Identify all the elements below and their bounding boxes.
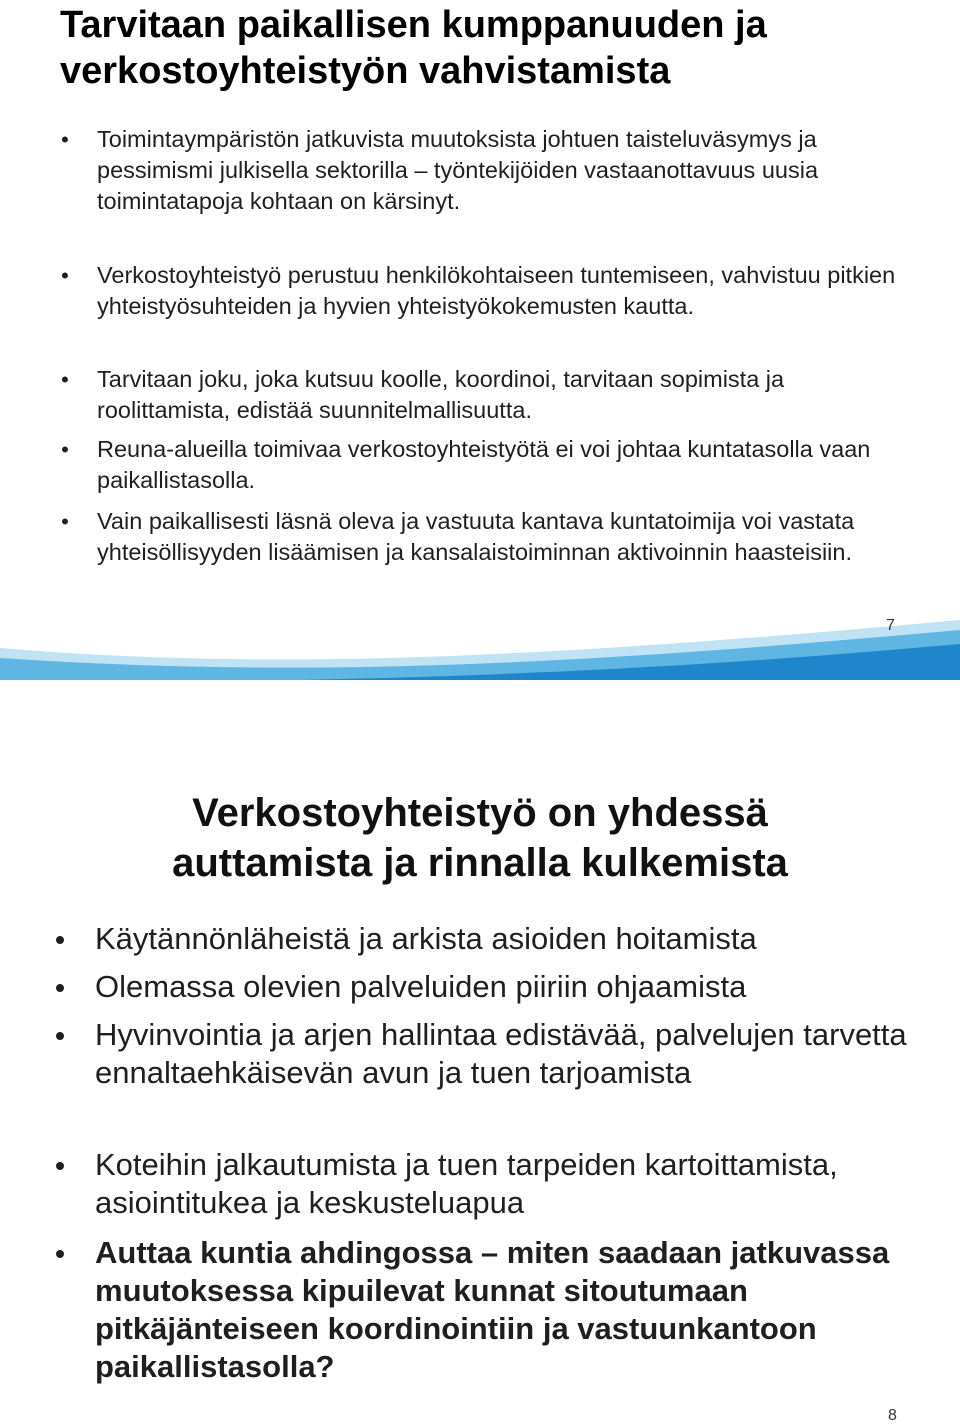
list-item xyxy=(60,260,900,322)
bullet-icon xyxy=(56,1250,64,1258)
slide-7 xyxy=(0,0,960,700)
list-item xyxy=(56,1146,916,1222)
bullet-icon: • xyxy=(61,127,69,152)
bullet-icon xyxy=(56,1032,64,1040)
bullet-icon xyxy=(56,1162,64,1170)
page-number: 8 xyxy=(888,1407,897,1424)
bullet-list xyxy=(56,968,916,1006)
bullet-list xyxy=(56,1234,916,1386)
bullet-text: Verkostoyhteistyö perustuu henkilökohtaiseen tuntemiseen, vahvistuu pitkien yhteistyösuhteiden ja hyvien yhteistyökokemusten kautta. xyxy=(97,262,896,319)
list-item xyxy=(56,968,916,1006)
bullet-text: Koteihin jalkautumista ja tuen tarpeiden kartoittamista, asiointitukea ja keskusteluapua xyxy=(95,1147,838,1220)
list-item xyxy=(60,124,900,217)
slide-8 xyxy=(0,700,960,1424)
page-number: 7 xyxy=(886,617,895,634)
bullet-list xyxy=(60,434,900,496)
bullet-list xyxy=(56,1016,916,1092)
bullet-text: Käytännönläheistä ja arkista asioiden hoitamista xyxy=(95,921,757,956)
list-item xyxy=(60,506,900,568)
bullet-icon xyxy=(56,936,64,944)
list-item xyxy=(56,920,916,958)
bullet-icon: • xyxy=(61,437,69,462)
slide-title: Tarvitaan paikallisen kumppanuuden ja verkostoyhteistyön vahvistamista xyxy=(60,4,767,92)
wave-decoration xyxy=(0,600,960,680)
bullet-text: Reuna-alueilla toimivaa verkostoyhteistyötä ei voi johtaa kuntatasolla vaan paikallistasolla. xyxy=(97,436,871,493)
slide-title: Verkostoyhteistyö on yhdessä auttamista ja rinnalla kulkemista xyxy=(172,791,788,885)
list-item xyxy=(60,434,900,496)
list-item xyxy=(56,1234,916,1386)
bullet-list xyxy=(56,920,916,958)
bullet-text: Toimintaympäristön jatkuvista muutoksista johtuen taisteluväsymys ja pessimismi julkisella sektorilla – työntekijöiden vastaanottavuus uusia toimintatapoja kohtaan on kärsinyt. xyxy=(97,126,819,214)
bullet-text: Olemassa olevien palveluiden piiriin ohjaamista xyxy=(95,969,747,1004)
bullet-text: Auttaa kuntia ahdingossa – miten saadaan jatkuvassa muutoksessa kipuilevat kunnat sitoutumaan pitkäjänteiseen koordinointiin ja vastuunkantoon paikallistasolla? xyxy=(95,1235,890,1384)
bullet-list xyxy=(56,1146,916,1222)
bullet-list xyxy=(60,124,900,217)
list-item xyxy=(60,364,900,426)
bullet-text: Tarvitaan joku, joka kutsuu koolle, koordinoi, tarvitaan sopimista ja roolittamista, edistää suunnitelmallisuutta. xyxy=(97,366,785,423)
bullet-text: Hyvinvointia ja arjen hallintaa edistävää, palvelujen tarvetta ennaltaehkäisevän avun ja tuen tarjoamista xyxy=(95,1017,907,1090)
bullet-icon: • xyxy=(61,367,69,392)
bullet-list xyxy=(60,364,900,426)
bullet-list xyxy=(60,506,900,568)
bullet-text: Vain paikallisesti läsnä oleva ja vastuuta kantava kuntatoimija voi vastata yhteisöllisyyden lisäämisen ja kansalaistoiminnan aktivoinnin haasteisiin. xyxy=(97,508,855,565)
bullet-icon: • xyxy=(61,509,69,534)
list-item xyxy=(56,1016,916,1092)
bullet-icon xyxy=(56,984,64,992)
bullet-list xyxy=(60,260,900,322)
bullet-icon: • xyxy=(61,263,69,288)
